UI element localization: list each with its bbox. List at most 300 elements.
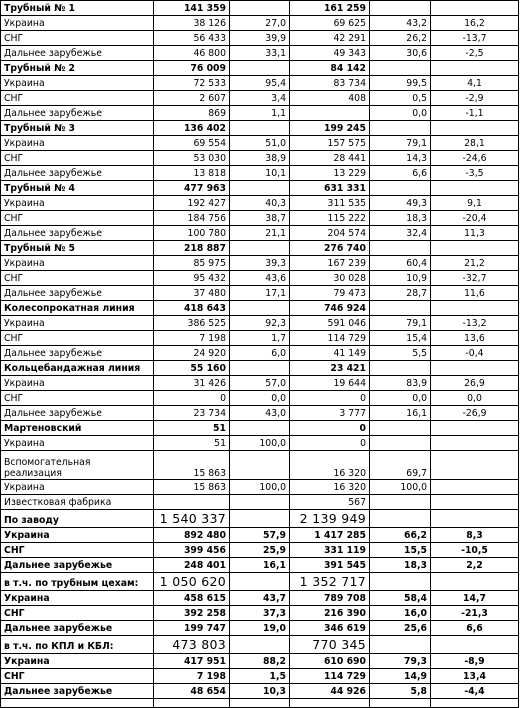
value-2006-cell[interactable] <box>290 226 370 241</box>
share-2005-cell[interactable] <box>230 654 290 669</box>
value-2006-cell[interactable] <box>290 196 370 211</box>
share-2006-cell[interactable] <box>370 543 431 558</box>
share-change-cell[interactable] <box>431 151 519 166</box>
value-2005-cell[interactable] <box>154 669 230 684</box>
share-2006-cell[interactable] <box>370 558 431 573</box>
value-2006-cell[interactable] <box>290 573 370 591</box>
share-2005-cell[interactable] <box>230 406 290 421</box>
value-2006-cell[interactable] <box>290 331 370 346</box>
share-2005-cell[interactable] <box>230 301 290 316</box>
share-2005-cell[interactable] <box>230 271 290 286</box>
share-2005-cell[interactable] <box>230 1 290 16</box>
category-cell[interactable] <box>1 256 154 271</box>
category-cell[interactable] <box>1 136 154 151</box>
value-2005-cell[interactable] <box>154 621 230 636</box>
value-2006-cell[interactable] <box>290 316 370 331</box>
share-change-cell[interactable] <box>431 421 519 436</box>
value-2006-cell[interactable] <box>290 151 370 166</box>
table-row <box>1 256 519 271</box>
table-row <box>1 136 519 151</box>
value-2006-cell[interactable] <box>290 510 370 528</box>
value-2005-cell[interactable] <box>154 256 230 271</box>
category-cell[interactable] <box>1 301 154 316</box>
category-cell[interactable] <box>1 316 154 331</box>
value-2006-cell[interactable] <box>290 699 370 708</box>
share-2005-cell[interactable] <box>230 286 290 301</box>
cell-text: 84 142 <box>330 63 366 74</box>
category-cell[interactable] <box>1 558 154 573</box>
share-2005-cell[interactable] <box>230 226 290 241</box>
value-2005-cell[interactable] <box>154 421 230 436</box>
category-cell[interactable] <box>1 91 154 106</box>
share-2006-cell[interactable] <box>370 621 431 636</box>
share-change-cell[interactable] <box>431 510 519 528</box>
share-change-cell[interactable] <box>431 61 519 76</box>
share-2005-cell[interactable] <box>230 436 290 451</box>
cell-text: -1,1 <box>465 108 484 119</box>
share-2005-cell[interactable] <box>230 316 290 331</box>
share-change-cell[interactable] <box>431 480 519 495</box>
value-2005-cell[interactable] <box>154 241 230 256</box>
value-2005-cell[interactable] <box>154 1 230 16</box>
share-change-cell[interactable] <box>431 316 519 331</box>
share-2005-cell[interactable] <box>230 621 290 636</box>
value-2005-cell[interactable] <box>154 271 230 286</box>
category-cell[interactable] <box>1 391 154 406</box>
value-2006-cell[interactable] <box>290 121 370 136</box>
cell-text: 16,0 <box>404 608 427 619</box>
value-2006-cell[interactable] <box>290 495 370 510</box>
share-change-cell[interactable] <box>431 1 519 16</box>
share-change-cell[interactable] <box>431 528 519 543</box>
value-2006-cell[interactable] <box>290 241 370 256</box>
category-cell[interactable] <box>1 451 154 480</box>
category-cell[interactable] <box>1 196 154 211</box>
share-2005-cell[interactable] <box>230 591 290 606</box>
cell-text: 95 432 <box>193 273 226 284</box>
share-change-cell[interactable] <box>431 636 519 654</box>
value-2006-cell[interactable] <box>290 543 370 558</box>
value-2005-cell[interactable] <box>154 528 230 543</box>
share-2006-cell[interactable] <box>370 591 431 606</box>
share-2006-cell[interactable] <box>370 136 431 151</box>
share-2006-cell[interactable] <box>370 256 431 271</box>
cell-text: 3,4 <box>271 93 286 104</box>
share-2006-cell[interactable] <box>370 669 431 684</box>
share-change-cell[interactable] <box>431 391 519 406</box>
value-2005-cell[interactable] <box>154 573 230 591</box>
share-change-cell[interactable] <box>431 106 519 121</box>
share-2006-cell[interactable] <box>370 480 431 495</box>
share-2006-cell[interactable] <box>370 391 431 406</box>
value-2006-cell[interactable] <box>290 451 370 480</box>
share-2006-cell[interactable] <box>370 301 431 316</box>
value-2006-cell[interactable] <box>290 31 370 46</box>
value-2005-cell[interactable] <box>154 406 230 421</box>
share-change-cell[interactable] <box>431 436 519 451</box>
value-2006-cell[interactable] <box>290 591 370 606</box>
share-2006-cell[interactable] <box>370 654 431 669</box>
cell-text: 30 028 <box>333 273 366 284</box>
value-2006-cell[interactable] <box>290 669 370 684</box>
share-2005-cell[interactable] <box>230 76 290 91</box>
value-2006-cell[interactable] <box>290 136 370 151</box>
value-2005-cell[interactable] <box>154 76 230 91</box>
value-2006-cell[interactable] <box>290 684 370 699</box>
cell-text: 28,7 <box>406 288 427 299</box>
table-row <box>1 211 519 226</box>
value-2006-cell[interactable] <box>290 286 370 301</box>
share-2006-cell[interactable] <box>370 211 431 226</box>
share-2006-cell[interactable] <box>370 376 431 391</box>
value-2006-cell[interactable] <box>290 166 370 181</box>
category-cell[interactable] <box>1 495 154 510</box>
share-2005-cell[interactable] <box>230 121 290 136</box>
share-2005-cell[interactable] <box>230 151 290 166</box>
value-2005-cell[interactable] <box>154 606 230 621</box>
share-change-cell[interactable] <box>431 16 519 31</box>
value-2005-cell[interactable] <box>154 699 230 708</box>
cell-text: 11,3 <box>464 228 485 239</box>
share-2005-cell[interactable] <box>230 528 290 543</box>
value-2005-cell[interactable] <box>154 286 230 301</box>
share-change-cell[interactable] <box>431 76 519 91</box>
value-2006-cell[interactable] <box>290 480 370 495</box>
share-change-cell[interactable] <box>431 606 519 621</box>
share-2006-cell[interactable] <box>370 636 431 654</box>
cell-text: Украина <box>4 438 45 449</box>
category-cell[interactable] <box>1 361 154 376</box>
share-2006-cell[interactable] <box>370 271 431 286</box>
share-change-cell[interactable] <box>431 331 519 346</box>
share-2006-cell[interactable] <box>370 76 431 91</box>
value-2005-cell[interactable] <box>154 46 230 61</box>
share-2005-cell[interactable] <box>230 669 290 684</box>
category-cell[interactable] <box>1 106 154 121</box>
category-cell[interactable] <box>1 241 154 256</box>
share-2006-cell[interactable] <box>370 121 431 136</box>
value-2005-cell[interactable] <box>154 361 230 376</box>
cell-text: 10,1 <box>265 168 286 179</box>
share-2006-cell[interactable] <box>370 31 431 46</box>
value-2006-cell[interactable] <box>290 256 370 271</box>
share-change-cell[interactable] <box>431 271 519 286</box>
value-2006-cell[interactable] <box>290 528 370 543</box>
value-2005-cell[interactable] <box>154 376 230 391</box>
cell-text: 51 <box>214 438 226 449</box>
category-cell[interactable] <box>1 669 154 684</box>
share-2006-cell[interactable] <box>370 699 431 708</box>
value-2006-cell[interactable] <box>290 76 370 91</box>
value-2005-cell[interactable] <box>154 226 230 241</box>
share-2005-cell[interactable] <box>230 91 290 106</box>
value-2006-cell[interactable] <box>290 406 370 421</box>
share-2005-cell[interactable] <box>230 346 290 361</box>
value-2006-cell[interactable] <box>290 61 370 76</box>
share-change-cell[interactable] <box>431 91 519 106</box>
share-change-cell[interactable] <box>431 591 519 606</box>
value-2005-cell[interactable] <box>154 211 230 226</box>
share-2005-cell[interactable] <box>230 211 290 226</box>
category-cell[interactable] <box>1 346 154 361</box>
value-2006-cell[interactable] <box>290 558 370 573</box>
category-cell[interactable] <box>1 591 154 606</box>
category-cell[interactable] <box>1 271 154 286</box>
share-2005-cell[interactable] <box>230 241 290 256</box>
cell-text: 1 352 717 <box>299 574 366 589</box>
share-change-cell[interactable] <box>431 495 519 510</box>
value-2005-cell[interactable] <box>154 510 230 528</box>
share-change-cell[interactable] <box>431 166 519 181</box>
share-change-cell[interactable] <box>431 31 519 46</box>
share-change-cell[interactable] <box>431 558 519 573</box>
share-change-cell[interactable] <box>431 196 519 211</box>
value-2006-cell[interactable] <box>290 46 370 61</box>
cell-text: 95,4 <box>265 78 286 89</box>
share-change-cell[interactable] <box>431 699 519 708</box>
share-change-cell[interactable] <box>431 543 519 558</box>
share-2005-cell[interactable] <box>230 16 290 31</box>
cell-text: 27,0 <box>265 18 286 29</box>
category-cell[interactable] <box>1 121 154 136</box>
share-2005-cell[interactable] <box>230 196 290 211</box>
value-2006-cell[interactable] <box>290 271 370 286</box>
share-2006-cell[interactable] <box>370 286 431 301</box>
value-2005-cell[interactable] <box>154 316 230 331</box>
category-cell[interactable] <box>1 699 154 708</box>
category-cell[interactable] <box>1 1 154 16</box>
category-cell[interactable] <box>1 654 154 669</box>
cell-text: 16,1 <box>263 560 286 571</box>
share-2006-cell[interactable] <box>370 361 431 376</box>
category-cell[interactable] <box>1 636 154 654</box>
value-2005-cell[interactable] <box>154 495 230 510</box>
category-cell[interactable] <box>1 621 154 636</box>
share-2005-cell[interactable] <box>230 361 290 376</box>
share-change-cell[interactable] <box>431 46 519 61</box>
share-2006-cell[interactable] <box>370 406 431 421</box>
value-2005-cell[interactable] <box>154 181 230 196</box>
share-2005-cell[interactable] <box>230 166 290 181</box>
share-2006-cell[interactable] <box>370 684 431 699</box>
category-cell[interactable] <box>1 684 154 699</box>
share-2006-cell[interactable] <box>370 226 431 241</box>
value-2005-cell[interactable] <box>154 106 230 121</box>
share-change-cell[interactable] <box>431 654 519 669</box>
share-2005-cell[interactable] <box>230 46 290 61</box>
cell-text: Трубный № 5 <box>4 243 76 254</box>
category-cell[interactable] <box>1 406 154 421</box>
value-2006-cell[interactable] <box>290 421 370 436</box>
category-cell[interactable] <box>1 528 154 543</box>
value-2006-cell[interactable] <box>290 301 370 316</box>
share-2005-cell[interactable] <box>230 181 290 196</box>
share-2005-cell[interactable] <box>230 256 290 271</box>
value-2005-cell[interactable] <box>154 301 230 316</box>
share-change-cell[interactable] <box>431 286 519 301</box>
category-cell[interactable] <box>1 166 154 181</box>
share-2005-cell[interactable] <box>230 573 290 591</box>
share-change-cell[interactable] <box>431 621 519 636</box>
value-2005-cell[interactable] <box>154 136 230 151</box>
value-2006-cell[interactable] <box>290 1 370 16</box>
share-change-cell[interactable] <box>431 181 519 196</box>
value-2005-cell[interactable] <box>154 591 230 606</box>
share-change-cell[interactable] <box>431 226 519 241</box>
share-change-cell[interactable] <box>431 361 519 376</box>
cell-text: Известковая фабрика <box>4 497 112 508</box>
value-2005-cell[interactable] <box>154 196 230 211</box>
value-2006-cell[interactable] <box>290 181 370 196</box>
value-2005-cell[interactable] <box>154 543 230 558</box>
share-2005-cell[interactable] <box>230 699 290 708</box>
share-2006-cell[interactable] <box>370 346 431 361</box>
share-2005-cell[interactable] <box>230 61 290 76</box>
category-cell[interactable] <box>1 543 154 558</box>
share-2006-cell[interactable] <box>370 241 431 256</box>
share-2006-cell[interactable] <box>370 16 431 31</box>
share-change-cell[interactable] <box>431 211 519 226</box>
share-2006-cell[interactable] <box>370 196 431 211</box>
category-cell[interactable] <box>1 211 154 226</box>
share-change-cell[interactable] <box>431 376 519 391</box>
category-cell[interactable] <box>1 606 154 621</box>
share-2006-cell[interactable] <box>370 573 431 591</box>
share-2006-cell[interactable] <box>370 1 431 16</box>
share-change-cell[interactable] <box>431 669 519 684</box>
category-cell[interactable] <box>1 376 154 391</box>
share-2005-cell[interactable] <box>230 684 290 699</box>
share-2005-cell[interactable] <box>230 31 290 46</box>
share-change-cell[interactable] <box>431 121 519 136</box>
value-2005-cell[interactable] <box>154 91 230 106</box>
share-2005-cell[interactable] <box>230 495 290 510</box>
share-2005-cell[interactable] <box>230 331 290 346</box>
share-2005-cell[interactable] <box>230 451 290 480</box>
share-change-cell[interactable] <box>431 301 519 316</box>
share-change-cell[interactable] <box>431 136 519 151</box>
value-2005-cell[interactable] <box>154 558 230 573</box>
share-change-cell[interactable] <box>431 256 519 271</box>
share-2006-cell[interactable] <box>370 106 431 121</box>
share-2006-cell[interactable] <box>370 495 431 510</box>
share-2006-cell[interactable] <box>370 451 431 480</box>
category-cell[interactable] <box>1 421 154 436</box>
value-2006-cell[interactable] <box>290 376 370 391</box>
value-2005-cell[interactable] <box>154 636 230 654</box>
share-change-cell[interactable] <box>431 241 519 256</box>
value-2006-cell[interactable] <box>290 106 370 121</box>
value-2005-cell[interactable] <box>154 121 230 136</box>
value-2005-cell[interactable] <box>154 31 230 46</box>
cell-text: 0,0 <box>271 393 286 404</box>
value-2005-cell[interactable] <box>154 346 230 361</box>
category-cell[interactable] <box>1 16 154 31</box>
share-2006-cell[interactable] <box>370 166 431 181</box>
category-cell[interactable] <box>1 181 154 196</box>
share-2005-cell[interactable] <box>230 606 290 621</box>
share-2006-cell[interactable] <box>370 436 431 451</box>
value-2006-cell[interactable] <box>290 391 370 406</box>
share-change-cell[interactable] <box>431 346 519 361</box>
category-cell[interactable] <box>1 151 154 166</box>
share-2005-cell[interactable] <box>230 510 290 528</box>
share-2005-cell[interactable] <box>230 376 290 391</box>
value-2005-cell[interactable] <box>154 151 230 166</box>
value-2006-cell[interactable] <box>290 346 370 361</box>
share-2006-cell[interactable] <box>370 46 431 61</box>
cell-text: Вспомогательная реализация <box>4 457 91 479</box>
share-2005-cell[interactable] <box>230 543 290 558</box>
category-cell[interactable] <box>1 226 154 241</box>
share-2006-cell[interactable] <box>370 151 431 166</box>
category-cell[interactable] <box>1 436 154 451</box>
share-2005-cell[interactable] <box>230 391 290 406</box>
value-2005-cell[interactable] <box>154 451 230 480</box>
share-2005-cell[interactable] <box>230 421 290 436</box>
share-change-cell[interactable] <box>431 406 519 421</box>
share-2005-cell[interactable] <box>230 636 290 654</box>
share-2006-cell[interactable] <box>370 91 431 106</box>
share-2006-cell[interactable] <box>370 606 431 621</box>
share-2006-cell[interactable] <box>370 510 431 528</box>
share-2005-cell[interactable] <box>230 106 290 121</box>
value-2006-cell[interactable] <box>290 16 370 31</box>
value-2005-cell[interactable] <box>154 436 230 451</box>
value-2006-cell[interactable] <box>290 621 370 636</box>
share-2006-cell[interactable] <box>370 181 431 196</box>
category-cell[interactable] <box>1 61 154 76</box>
share-change-cell[interactable] <box>431 451 519 480</box>
share-2005-cell[interactable] <box>230 558 290 573</box>
value-2005-cell[interactable] <box>154 480 230 495</box>
value-2006-cell[interactable] <box>290 91 370 106</box>
value-2005-cell[interactable] <box>154 61 230 76</box>
share-2006-cell[interactable] <box>370 331 431 346</box>
value-2005-cell[interactable] <box>154 16 230 31</box>
value-2006-cell[interactable] <box>290 654 370 669</box>
value-2005-cell[interactable] <box>154 166 230 181</box>
share-2005-cell[interactable] <box>230 136 290 151</box>
share-2006-cell[interactable] <box>370 528 431 543</box>
category-cell[interactable] <box>1 46 154 61</box>
cell-text: Украина <box>4 482 45 493</box>
value-2006-cell[interactable] <box>290 361 370 376</box>
value-2005-cell[interactable] <box>154 684 230 699</box>
category-cell[interactable] <box>1 480 154 495</box>
category-cell[interactable] <box>1 573 154 591</box>
share-2006-cell[interactable] <box>370 316 431 331</box>
share-2006-cell[interactable] <box>370 61 431 76</box>
cell-text: 192 427 <box>187 198 226 209</box>
category-cell[interactable] <box>1 31 154 46</box>
value-2005-cell[interactable] <box>154 391 230 406</box>
value-2005-cell[interactable] <box>154 331 230 346</box>
value-2005-cell[interactable] <box>154 654 230 669</box>
share-2006-cell[interactable] <box>370 421 431 436</box>
category-cell[interactable] <box>1 331 154 346</box>
share-change-cell[interactable] <box>431 684 519 699</box>
category-cell[interactable] <box>1 76 154 91</box>
value-2006-cell[interactable] <box>290 606 370 621</box>
category-cell[interactable] <box>1 510 154 528</box>
value-2006-cell[interactable] <box>290 436 370 451</box>
category-cell[interactable] <box>1 286 154 301</box>
value-2006-cell[interactable] <box>290 636 370 654</box>
share-change-cell[interactable] <box>431 573 519 591</box>
value-2006-cell[interactable] <box>290 211 370 226</box>
share-2005-cell[interactable] <box>230 480 290 495</box>
